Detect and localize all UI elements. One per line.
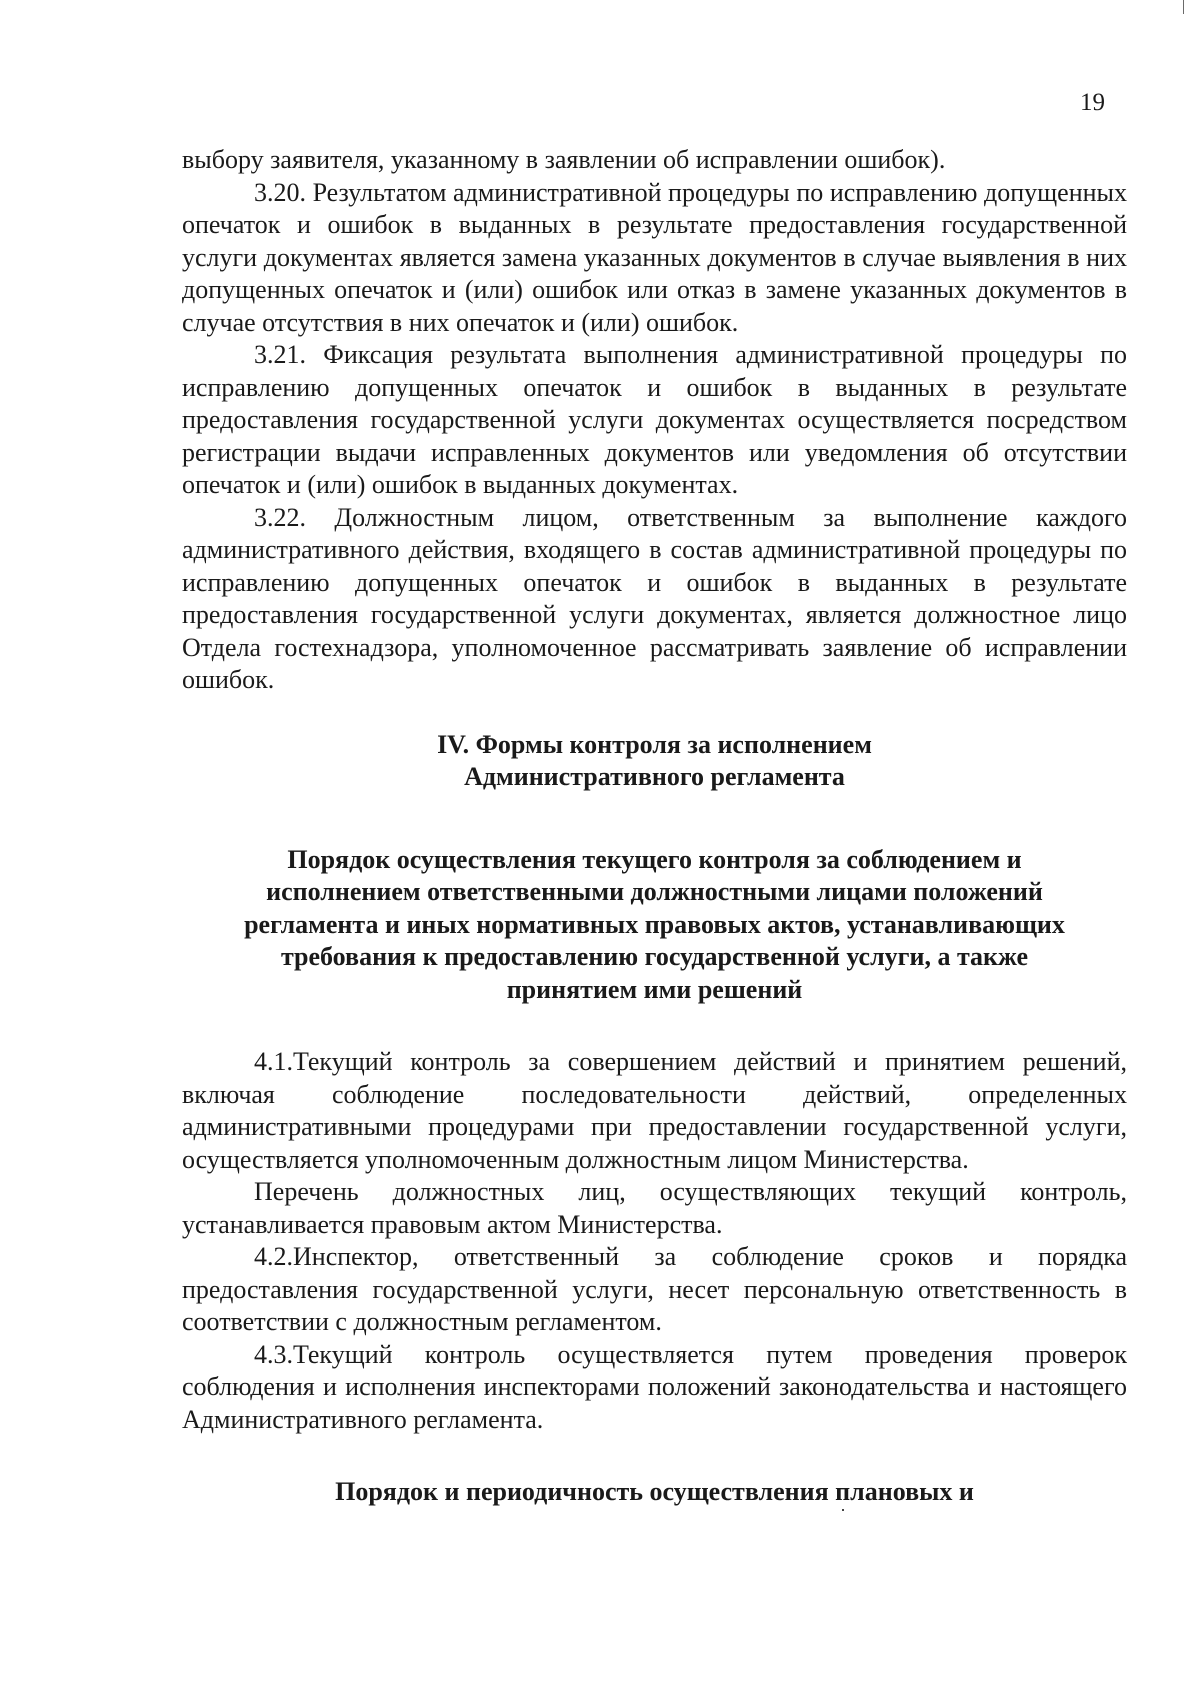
scan-edge-mark <box>1183 0 1184 14</box>
scan-dot <box>842 1509 844 1511</box>
subsection-heading-line-1: Порядок осуществления текущего контроля за соблюдением и <box>287 844 1022 874</box>
paragraph-continuation: выбору заявителя, указанному в заявлении об исправлении ошибок). <box>182 145 946 174</box>
section-heading <box>182 729 1127 794</box>
subsection-heading-line-2: исполнением ответственными должностными лицами положений <box>266 877 1043 906</box>
page-content <box>182 144 1127 1509</box>
subsection-heading <box>182 844 1127 1007</box>
paragraph-4-3: 4.3.Текущий контроль осуществляется путем проведения проверок соблюдения и исполнения инспекторами положений законодательства и настоящего Административного регламента. <box>182 1339 1127 1434</box>
final-heading: Порядок и периодичность осуществления плановых и <box>335 1477 974 1506</box>
paragraph-officials-list: Перечень должностных лиц, осуществляющих текущий контроль, устанавливается правовым актом Министерства. <box>182 1177 1127 1239</box>
subsection-heading-line-3: регламента и иных нормативных правовых актов, устанавливающих <box>244 909 1065 939</box>
subsection-heading-line-5: принятием ими решений <box>506 974 803 1004</box>
paragraph-3-20: 3.20. Результатом административной процедуры по исправлению допущенных опечаток и ошибок в выданных в результате предоставления государственной услуги документах является замена указанных документов в случае выявления в них допущенных опечаток и (или) ошибок или отказ в замене указанных документов в случае отсутствия в них опечаток и (или) ошибок. <box>182 177 1127 337</box>
paragraph-4-2: 4.2.Инспектор, ответственный за соблюдение сроков и порядка предоставления государственной услуги, несет персональную ответственность в соответствии с должностным регламентом. <box>182 1242 1127 1336</box>
section-heading-line-1: IV. Формы контроля за исполнением <box>437 729 872 759</box>
paragraph-3-21: 3.21. Фиксация результата выполнения административной процедуры по исправлению допущенных опечаток и ошибок в выданных в результате предоставления государственной услуги документах осуществляется посредством регистрации выдачи исправленных документов или уведомления об отсутствии опечаток и (или) ошибок в выданных документах. <box>182 340 1127 499</box>
paragraph-4-1: 4.1.Текущий контроль за совершением действий и принятием решений, включая соблюдение последовательности действий, определенных административными процедурами при предоставлении государственной услуги, осуществляется уполномоченным должностным лицом Министерства. <box>182 1047 1127 1174</box>
section-heading-line-2: Административного регламента <box>464 762 845 791</box>
page-number: 19 <box>1080 89 1105 116</box>
paragraph-3-22: 3.22. Должностным лицом, ответственным за выполнение каждого административного действия, входящего в состав административной процедуры по исправлению допущенных опечаток и ошибок в выданных в результате предоставления государственной услуги документах, является должностное лицо Отдела гостехнадзора, уполномоченное рассматривать заявление об исправлении ошибок. <box>182 502 1127 694</box>
subsection-heading-line-4: требования к предоставлению государственной услуги, а также <box>280 942 1029 971</box>
